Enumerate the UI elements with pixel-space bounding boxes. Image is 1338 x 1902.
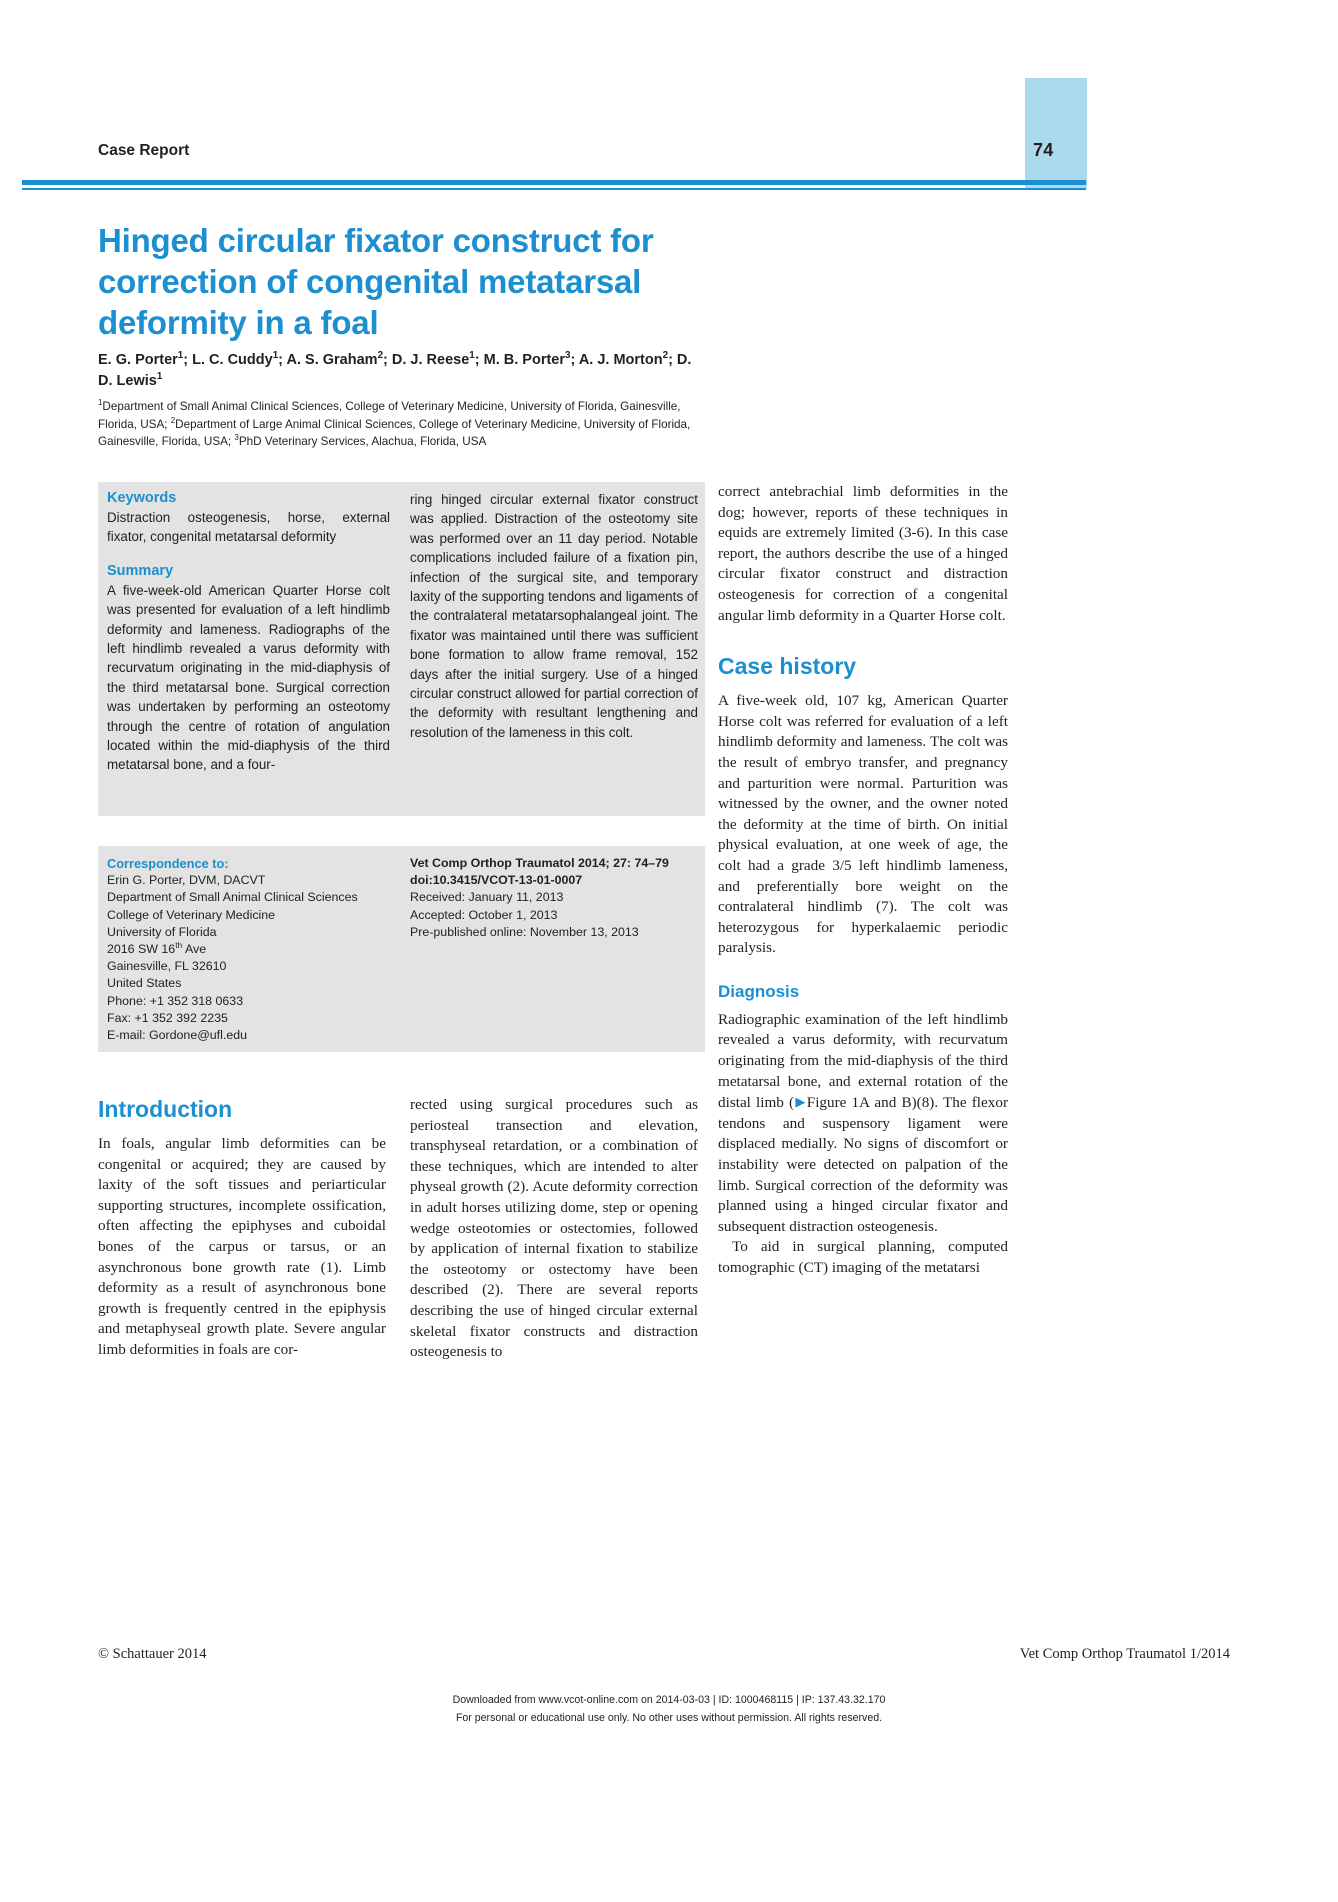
correspondence-line: 2016 SW 16th Ave <box>107 939 207 957</box>
body-column-3 <box>718 482 1008 1279</box>
figure-reference-arrow-icon: ▶ <box>794 1094 807 1110</box>
keywords-heading: Keywords <box>107 490 177 506</box>
footer-journal-issue: Vet Comp Orthop Traumatol 1/2014 <box>1019 1646 1230 1662</box>
summary-continuation <box>410 490 698 742</box>
summary-text-col1: A five-week-old American Quarter Horse colt was presented for evaluation of a left hindlimb deformity and lameness. Radiographs of the left hindlimb revealed a varus deformity with recurvatum originating in the mid-diaphysis of the third metatarsal bone. Surgical correction was undertaken by performing an osteotomy through the centre of rotation of angulation located within the mid-diaphysis of the third metatarsal bone, and a four- <box>107 582 390 773</box>
footer-download-line: Downloaded from www.vcot-online.com on 2014-03-03 | ID: 1000468115 | IP: 137.43.32.170 <box>452 1694 886 1706</box>
body-column-2 <box>410 1095 698 1363</box>
diagnosis-text-b: Figure 1A and B)(8). The flexor tendons and suspensory ligament were displaced medially. No signs of discomfort or instability were detected on palpation of the limb. Surgical correction of the deformity was planned using a hinged circular fixator and subsequent distraction osteogenesis. <box>718 1094 1008 1235</box>
correspondence-line: Gainesville, FL 32610 <box>107 959 227 974</box>
summary-heading: Summary <box>107 562 174 579</box>
introduction-paragraph-col2: rected using surgical procedures such as periosteal transection and elevation, transphyseal retardation, or a combination of these techniques, which are intended to alter physeal growth (2). Acute deformity correction in adult horses utilizing dome, step or opening wedge osteotomies or ostectomies, followed by application of internal fixation to stabilize the osteotomy or ostectomy have been described (2). There are several reports describing the use of hinged circular external skeletal fixator constructs and distraction osteogenesis to <box>410 1096 698 1361</box>
correspondence-line: Fax: +1 352 392 2235 <box>107 1010 228 1025</box>
correspondence-line: United States <box>107 976 182 991</box>
header-rule-thick <box>22 180 1086 185</box>
introduction-paragraph-col3: correct antebrachial limb deformities in the dog; however, reports of these techniques in equids are extremely limited (3-6). In this case report, the authors describe the use of a hinged circular fixator construct and distraction osteogenesis for correction of a congenital angular limb deformity in a Quarter Horse colt. <box>718 483 1008 624</box>
citation-received: Received: January 11, 2013 <box>410 890 564 905</box>
citation-block <box>410 855 700 941</box>
article-title: Hinged circular fixator construct for correction of congenital metatarsal deformity in a foal <box>98 222 654 342</box>
diagnosis-heading: Diagnosis <box>718 981 800 1001</box>
affiliations: $^1$Department of Small Animal Clinical Sciences, College of Veterinary Medicine, University of Florida, Gainesville, Florida, USA; $^2$Department of Large Animal Clinical Sciences, College of Veterinary Medicine, University of Florida, Gainesville, Florida, USA; $^3$PhD Veterinary Services, Alachua, Florida, USA <box>98 398 691 448</box>
page-number-box <box>1025 78 1087 188</box>
summary-text-col2: ring hinged circular external fixator construct was applied. Distraction of the osteotomy site was performed over an 11 day period. Notable complications included failure of a fixation pin, infection of the surgical site, and temporary laxity of the supporting tendons and ligaments of the contralateral metatarsophalangeal joint. The fixator was maintained until there was sufficient bone formation to allow frame removal, 152 days after the initial surgery. Use of a hinged circular construct allowed for partial correction of the deformity with resultant lengthening and resolution of the lameness in this colt. <box>410 492 698 740</box>
correspondence-line: Department of Small Animal Clinical Sciences <box>107 890 358 905</box>
diagnosis-paragraph-1 <box>718 1010 1008 1238</box>
citation-accepted: Accepted: October 1, 2013 <box>410 907 558 922</box>
introduction-paragraph-col1: In foals, angular limb deformities can be congenital or acquired; they are caused by laxity of the soft tissues and periarticular supporting structures, incomplete ossification, often affecting the epiphyses and cuboidal bones of the carpus or tarsus, or an asynchronous bone growth rate (1). Limb deformity as a result of asynchronous bone growth is frequently centred in the epiphysis and metaphyseal growth plate. Severe angular limb deformities in foals are cor- <box>98 1135 386 1358</box>
body-column-1 <box>98 1095 386 1361</box>
footer-copyright: © Schattauer 2014 <box>98 1646 207 1662</box>
case-history-paragraph: A five-week old, 107 kg, American Quarter Horse colt was referred for evaluation of a left hindlimb deformity and lameness. The colt was the result of embryo transfer, and pregnancy and parturition were normal. Parturition was witnessed by the owner, and the owner noted the deformity at the time of birth. On initial physical evaluation, at one week of age, the colt had a grade 3/5 left hindlimb lameness, and preferentially bore weight on the contralateral hindlimb (7). The colt was heterozygous for hyperkalaemic periodic paralysis. <box>718 692 1008 957</box>
correspondence-line: Phone: +1 352 318 0633 <box>107 993 244 1008</box>
correspondence-lines <box>107 872 397 1044</box>
correspondence-line: Erin G. Porter, DVM, DACVT <box>107 873 266 888</box>
introduction-heading: Introduction <box>98 1096 233 1122</box>
header-rule-thin <box>22 188 1086 190</box>
citation-journal: Vet Comp Orthop Traumatol 2014; 27: 74–79 <box>410 856 669 870</box>
citation-prepublished: Pre-published online: November 13, 2013 <box>410 924 639 939</box>
footer-permission-line: For personal or educational use only. No other uses without permission. All rights reserved. <box>455 1712 883 1724</box>
keywords-block <box>107 490 390 775</box>
diagnosis-paragraph-2: To aid in surgical planning, computed tomographic (CT) imaging of the metatarsi <box>718 1238 1008 1276</box>
page-number: 74 <box>1033 140 1054 160</box>
case-history-heading: Case history <box>718 653 857 680</box>
diagnosis-text-a: Radiographic examination of the left hindlimb revealed a varus deformity, with recurvatum originating from the mid-diaphysis of the third metatarsal bone, and external rotation of the distal limb ( <box>718 1010 1008 1112</box>
citation-doi: doi:10.3415/VCOT-13-01-0007 <box>410 873 583 888</box>
author-list: E. G. Porter$^1$; L. C. Cuddy$^1$; A. S. Graham$^2$; D. J. Reese$^1$; M. B. Porter$^3$; A. J. Morton$^2$; D. D. Lewis$^1$ <box>98 350 692 389</box>
keywords-text: Distraction osteogenesis, horse, external fixator, congenital metatarsal deformity <box>107 510 390 545</box>
correspondence-line: University of Florida <box>107 924 217 939</box>
correspondence-heading: Correspondence to: <box>107 856 229 871</box>
correspondence-block <box>107 855 397 1044</box>
correspondence-line: E-mail: Gordone@ufl.edu <box>107 1028 247 1043</box>
running-head: Case Report <box>98 142 190 159</box>
correspondence-line: College of Veterinary Medicine <box>107 907 276 922</box>
